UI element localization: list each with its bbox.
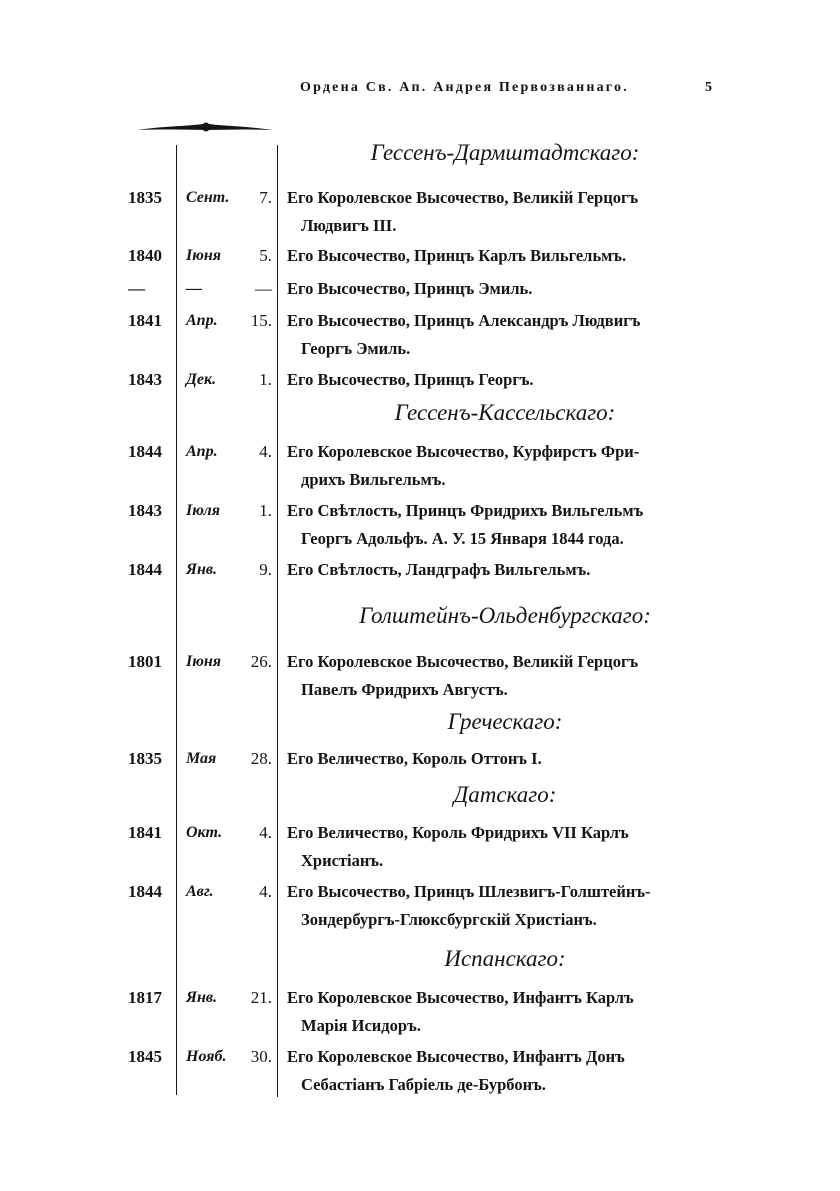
month-cell: Дек. bbox=[186, 371, 217, 388]
entry-text bbox=[287, 984, 719, 1039]
entry-text bbox=[287, 648, 719, 703]
entry-line-1: Его Королевское Высочество, Великій Герцогъ bbox=[287, 188, 639, 207]
month-cell: Іюня bbox=[186, 247, 222, 264]
month-cell: Сент. bbox=[186, 189, 230, 206]
year-cell: 1835 bbox=[128, 749, 162, 768]
year-cell: 1845 bbox=[128, 1047, 162, 1066]
entry-line-1: Его Высочество, Принцъ Александръ Людвигъ bbox=[287, 311, 641, 330]
entry-line-1: Его Высочество, Принцъ Эмиль. bbox=[287, 279, 533, 298]
day-cell: — bbox=[255, 279, 272, 298]
month-cell: Авг. bbox=[186, 883, 214, 900]
section-title: Гессенъ-Дармштадтскаго: bbox=[370, 140, 640, 165]
day-cell: 30. bbox=[250, 1047, 272, 1066]
year-cell: 1844 bbox=[128, 442, 162, 461]
month-cell: — bbox=[186, 280, 202, 297]
section-title: Датскаго: bbox=[453, 782, 557, 807]
entry-line-1: Его Свѣтлость, Ландграфъ Вильгельмъ. bbox=[287, 560, 591, 579]
header-title: Ордена Св. Ап. Андрея Первозваннаго. bbox=[300, 80, 629, 95]
year-cell: 1841 bbox=[128, 823, 162, 842]
year-cell: 1844 bbox=[128, 560, 162, 579]
year-cell: 1843 bbox=[128, 501, 162, 520]
entry-text bbox=[287, 366, 719, 394]
entry-line-1: Его Высочество, Принцъ Георгъ. bbox=[287, 370, 534, 389]
day-cell: 21. bbox=[250, 988, 272, 1007]
entry-line-2: Христіанъ. bbox=[301, 850, 384, 870]
entry-text bbox=[287, 438, 719, 493]
day-cell: 4. bbox=[259, 442, 272, 461]
month-cell: Мая bbox=[186, 750, 217, 767]
entry-text bbox=[287, 878, 719, 933]
entry-line-1: Его Королевское Высочество, Курфирстъ Фри- bbox=[287, 442, 640, 461]
entry-text bbox=[287, 556, 719, 584]
entry-line-1: Его Высочество, Принцъ Шлезвигъ-Голштейнъ- bbox=[287, 882, 651, 901]
year-cell: 1817 bbox=[128, 988, 162, 1007]
day-cell: 1. bbox=[259, 370, 272, 389]
entry-line-2: дрихъ Вильгельмъ. bbox=[301, 469, 446, 489]
month-cell: Янв. bbox=[186, 989, 218, 1006]
entry-line-1: Его Королевское Высочество, Инфантъ Донъ bbox=[287, 1047, 625, 1066]
month-cell: Нояб. bbox=[186, 1048, 227, 1065]
year-cell: — bbox=[128, 279, 145, 298]
entry-line-1: Его Величество, Король Фридрихъ VII Карлъ bbox=[287, 823, 629, 842]
entry-line-1: Его Свѣтлость, Принцъ Фридрихъ Вильгельмъ bbox=[287, 501, 644, 520]
entry-text bbox=[287, 1043, 719, 1098]
day-cell: 7. bbox=[259, 188, 272, 207]
day-cell: 26. bbox=[250, 652, 272, 671]
year-cell: 1801 bbox=[128, 652, 162, 671]
day-cell: 4. bbox=[259, 823, 272, 842]
year-cell: 1841 bbox=[128, 311, 162, 330]
entry-line-2: Георгъ Эмиль. bbox=[301, 338, 411, 358]
entry-line-2: Людвигъ III. bbox=[301, 215, 397, 235]
year-cell: 1843 bbox=[128, 370, 162, 389]
entry-line-1: Его Высочество, Принцъ Карлъ Вильгельмъ. bbox=[287, 246, 627, 265]
entry-line-2: Марія Исидоръ. bbox=[301, 1015, 421, 1035]
section-title: Гессенъ-Кассельскаго: bbox=[394, 400, 616, 425]
entry-line-2: Зондербургъ-Глюксбургскій Христіанъ. bbox=[301, 909, 597, 929]
ornament-flourish bbox=[135, 120, 275, 136]
section-title: Голштейнъ-Ольденбургскаго: bbox=[359, 603, 651, 628]
month-cell: Апр. bbox=[186, 443, 218, 460]
entry-text bbox=[287, 819, 719, 874]
page-number: 5 bbox=[705, 80, 712, 95]
day-cell: 1. bbox=[259, 501, 272, 520]
entry-text bbox=[287, 307, 719, 362]
entry-text bbox=[287, 275, 719, 303]
entry-line-2: Георгъ Адольфъ. А. У. 15 Января 1844 года. bbox=[301, 528, 624, 548]
entry-text bbox=[287, 242, 719, 270]
entry-line-2: Павелъ Фридрихъ Августъ. bbox=[301, 679, 508, 699]
running-header bbox=[300, 80, 720, 96]
day-cell: 15. bbox=[250, 311, 272, 330]
day-cell: 4. bbox=[259, 882, 272, 901]
entry-line-1: Его Королевское Высочество, Великій Герцогъ bbox=[287, 652, 639, 671]
month-cell: Іюля bbox=[186, 502, 220, 519]
day-cell: 9. bbox=[259, 560, 272, 579]
day-cell: 5. bbox=[259, 246, 272, 265]
entry-line-2: Себастіанъ Габріель де-Бурбонъ. bbox=[301, 1074, 546, 1094]
entry-text bbox=[287, 184, 719, 239]
month-cell: Апр. bbox=[186, 312, 218, 329]
month-cell: Янв. bbox=[186, 561, 218, 578]
month-cell: Іюня bbox=[186, 653, 222, 670]
entry-text bbox=[287, 745, 719, 773]
year-cell: 1835 bbox=[128, 188, 162, 207]
day-cell: 28. bbox=[250, 749, 272, 768]
entry-text bbox=[287, 497, 719, 552]
year-cell: 1844 bbox=[128, 882, 162, 901]
entry-line-1: Его Королевское Высочество, Инфантъ Карлъ bbox=[287, 988, 634, 1007]
section-title: Греческаго: bbox=[447, 709, 563, 734]
entry-line-1: Его Величество, Король Оттонъ I. bbox=[287, 749, 542, 768]
month-cell: Окт. bbox=[186, 824, 223, 841]
year-cell: 1840 bbox=[128, 246, 162, 265]
section-title: Испанскаго: bbox=[444, 946, 566, 971]
